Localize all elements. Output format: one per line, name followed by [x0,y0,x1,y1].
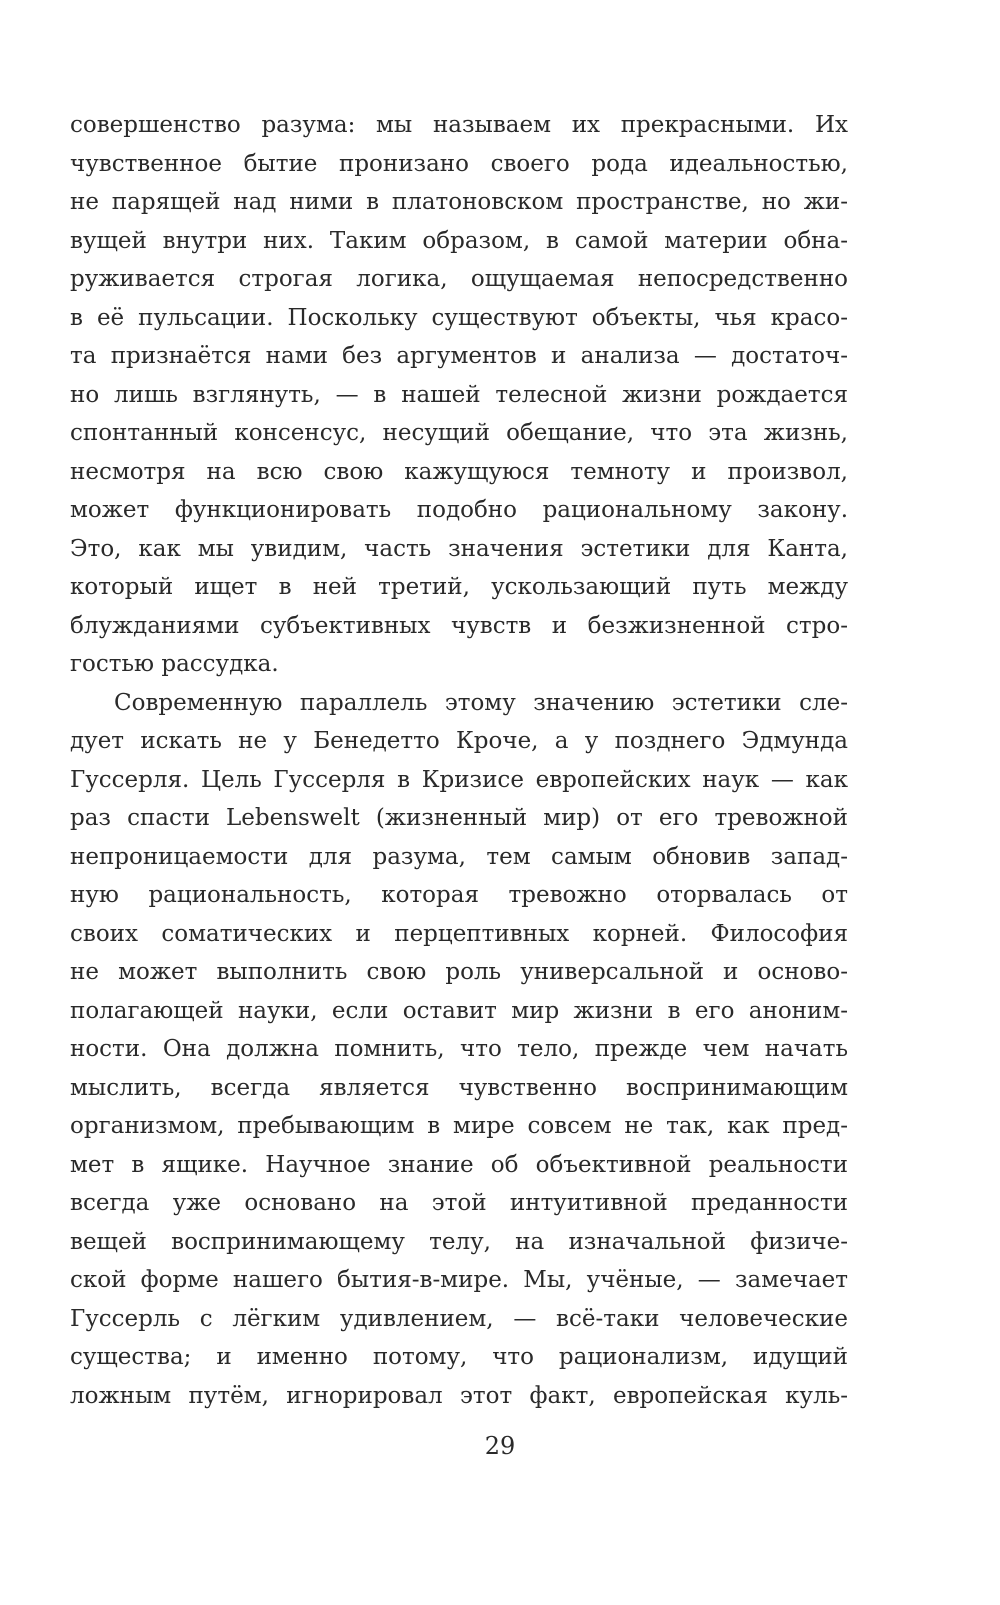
text-line: дует искать не у Бенедетто Кроче, а у позднего Эдмунда [70,728,848,754]
text-line: существа; и именно потому, что рационализм, идущий [70,1344,848,1370]
text-line: руживается строгая логика, ощущаемая непосредственно [70,266,848,292]
text-line: непроницаемости для разума, тем самым обновив запад- [70,843,848,870]
text-line: мыслить, всегда является чувственно воспринимающим [70,1074,848,1101]
page-number: 29 [484,1432,516,1460]
text-line: не парящей над ними в платоновском пространстве, но жи- [70,189,848,215]
text-line: в её пульсации. Поскольку существуют объекты, чья красо- [70,304,848,331]
text-line: ности. Она должна помнить, что тело, прежде чем начать [70,1036,848,1062]
text-line: та признаётся нами без аргументов и анализа — достаточ- [70,343,848,369]
paragraph [70,684,848,1416]
text-line: но лишь взглянуть, — в нашей телесной жизни рождается [70,381,848,408]
text-line: полагающей науки, если оставит мир жизни в его аноним- [70,997,848,1024]
text-line: который ищет в ней третий, ускользающий путь между [70,574,848,600]
text-line: раз спасти Lebenswelt (жизненный мир) от его тревожной [70,805,848,831]
text-line: блужданиями субъективных чувств и безжизненной стро- [70,612,848,639]
text-line: несмотря на всю свою кажущуюся темноту и произвол, [70,458,848,485]
text-line: своих соматических и перцептивных корней. Философия [70,920,848,947]
text-line: совершенство разума: мы называем их прекрасными. Их [70,112,848,138]
text-line: организмом, пребывающим в мире совсем не так, как пред- [70,1113,848,1139]
text-line: спонтанный консенсус, несущий обещание, что эта жизнь, [70,420,848,446]
text-line: Гуссерля. Цель Гуссерля в Кризисе европейских наук — как [70,766,848,793]
text-line: вущей внутри них. Таким образом, в самой материи обна- [70,227,848,254]
text-line: Гуссерль с лёгким удивлением, — всё-таки человеческие [70,1305,848,1332]
text-line: ложным путём, игнорировал этот факт, европейская куль- [70,1382,848,1409]
text-line: мет в ящике. Научное знание об объективной реальности [70,1151,848,1178]
body-text [70,106,848,1415]
paragraph [70,106,848,684]
text-line: не может выполнить свою роль универсальной и осново- [70,959,848,985]
text-line: ную рациональность, которая тревожно оторвалась от [70,882,848,908]
text-line: может функционировать подобно рациональному закону. [70,497,848,523]
text-line: чувственное бытие пронизано своего рода идеальностью, [70,150,848,177]
text-line: Современную параллель этому значению эстетики сле- [114,689,848,716]
text-line: гостью рассудка. [70,651,279,677]
text-line: всегда уже основано на этой интуитивной преданности [70,1190,848,1216]
text-line: ской форме нашего бытия-в-мире. Мы, учёные, — замечает [70,1267,848,1293]
text-line: вещей воспринимающему телу, на изначальной физиче- [70,1228,848,1255]
text-line: Это, как мы увидим, часть значения эстетики для Канта, [70,535,848,562]
